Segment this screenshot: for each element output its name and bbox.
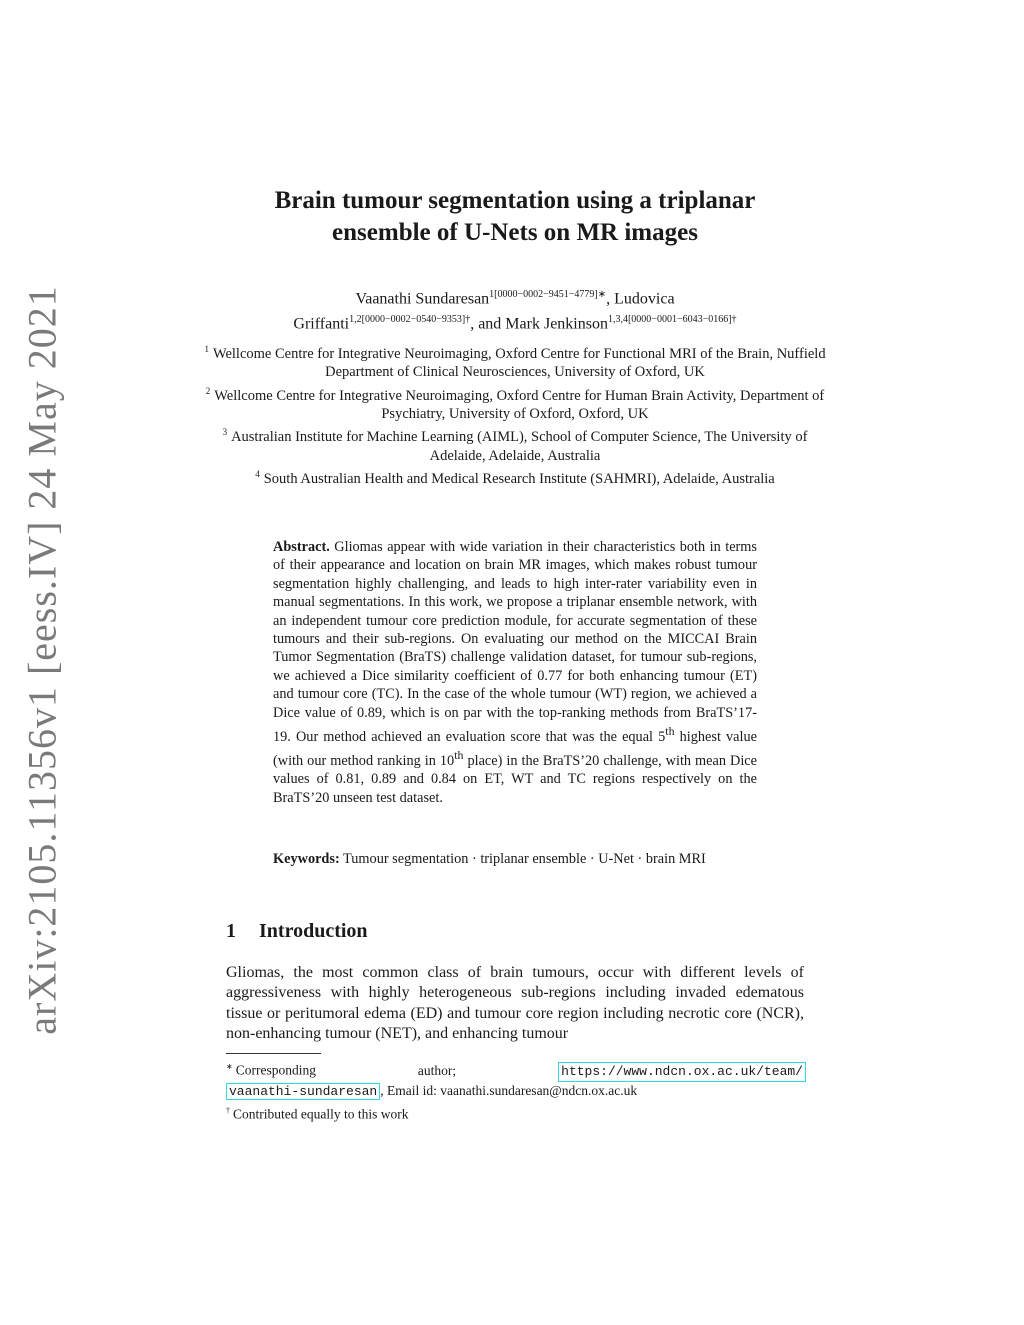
affiliation-text: South Australian Health and Medical Research Institute (SAHMRI), Adelaide, Australia (263, 470, 775, 487)
footnote-1-line-1 (226, 1058, 806, 1082)
affiliation-3 (200, 423, 830, 465)
keywords-text: Tumour segmentation · triplanar ensemble · U-Net · brain MRI (343, 851, 706, 867)
footnotes (226, 1058, 806, 1124)
profile-link-part-1[interactable]: https://www.ndcn.ox.ac.uk/team/ (558, 1062, 806, 1083)
keywords (273, 850, 757, 868)
author-3-orcid: 1,3,4[0000−0001−6043−0166]† (607, 314, 737, 326)
footnote-2-text: Contributed equally to this work (233, 1106, 409, 1121)
author-2-orcid: 1,2[0000−0002−0540−9353]† (349, 314, 471, 326)
affiliation-number: 1 (204, 344, 209, 354)
footnote-1-line-2 (226, 1082, 806, 1102)
footnote-1-mark: ∗ (226, 1062, 233, 1071)
footnote-2 (226, 1102, 806, 1124)
section-number: 1 (226, 920, 236, 942)
affiliation-number: 2 (205, 385, 211, 396)
footnote-1-email: , Email id: vaanathi.sundaresan@ndcn.ox.ac.uk (380, 1083, 638, 1098)
footnote-divider (226, 1053, 321, 1054)
keywords-label: Keywords: (273, 851, 340, 867)
affiliation-2 (200, 382, 830, 424)
abstract-text-1: Gliomas appear with wide variation in their characteristics both in terms of their appearance and location on brain MR images, which makes robust tumour segmentation highly challenging, and leads to high inter-rater variability even in manual segmentations. In this work, we propose a triplanar ensemble network, with an independent tumour core prediction module, for accurate segmentation of these tumours and their sub-regions. On evaluating our method on the MICCAI Brain Tumor Segmentation (BraTS) challenge validation dataset, for tumour sub-regions, we achieved a Dice similarity coefficient of 0.77 for both enhancing tumour (ET) and tumour core (TC). In the case of the whole tumour (WT) region, we achieved a Dice value of 0.89, which is on par with the top-ranking methods from BraTS’17-19. Our method achieved an evaluation score that was the equal 5 (273, 539, 757, 745)
author-separator: , Ludovica (606, 290, 675, 308)
title-line-2: ensemble of U-Nets on MR images (332, 219, 698, 246)
profile-link-part-2[interactable]: vaanathi-sundaresan (226, 1083, 380, 1100)
abstract-text-2: highest value (with our method ranking in 10 (273, 728, 757, 769)
abstract-sup-2: th (454, 748, 464, 763)
author-3-name: , and Mark Jenkinson (470, 315, 608, 333)
abstract (273, 538, 757, 807)
author-1-name: Vaanathi Sundaresan (355, 290, 490, 308)
paper-title (200, 185, 830, 249)
title-line-1: Brain tumour segmentation using a triplanar (274, 187, 756, 214)
abstract-label: Abstract. (273, 539, 330, 555)
affiliation-text: Wellcome Centre for Integrative Neuroimaging, Oxford Centre for Human Brain Activity, Department of Psychiatry, University of Oxford, Oxford, UK (214, 387, 825, 422)
affiliations (200, 340, 830, 488)
affiliation-4 (200, 465, 830, 488)
introduction-paragraph: Gliomas, the most common class of brain tumours, occur with different levels of aggressiveness with highly heterogeneous sub-regions including invaded edematous tissue or peritumoral edema (ED) and tumour core region including necrotic core (NCR), non-enhancing tumour (NET), and enhancing tumour (226, 964, 804, 1042)
abstract-sup-1: th (665, 724, 675, 739)
author-list (200, 284, 830, 335)
arxiv-identifier-stamp: arXiv:2105.11356v1 [eess.IV] 24 May 2021 (19, 285, 65, 1035)
footnote-1-word-1: Corresponding (235, 1062, 316, 1078)
section-heading (226, 920, 368, 943)
abstract-text-3: place) in the BraTS’20 challenge, with mean Dice values of 0.81, 0.89 and 0.84 on ET, WT and TC regions respectively on the BraTS’20 unseen test dataset. (273, 753, 757, 806)
affiliation-text: Wellcome Centre for Integrative Neuroimaging, Oxford Centre for Functional MRI of the Brain, Nuffield Department of Clinical Neurosciences, University of Oxford, UK (212, 345, 826, 381)
affiliation-1 (200, 340, 830, 382)
author-1-orcid: 1[0000−0002−9451−4779]∗ (489, 289, 607, 300)
section-title: Introduction (259, 920, 368, 942)
footnote-1-word-2: author; (417, 1062, 457, 1078)
affiliation-number: 3 (222, 427, 228, 438)
affiliation-text: Australian Institute for Machine Learning (AIML), School of Computer Science, The University of Adelaide, Adelaide, Australia (231, 429, 808, 464)
affiliation-number: 4 (255, 468, 260, 479)
author-2-name: Griffanti (293, 315, 350, 333)
footnote-2-mark: † (226, 1105, 230, 1115)
